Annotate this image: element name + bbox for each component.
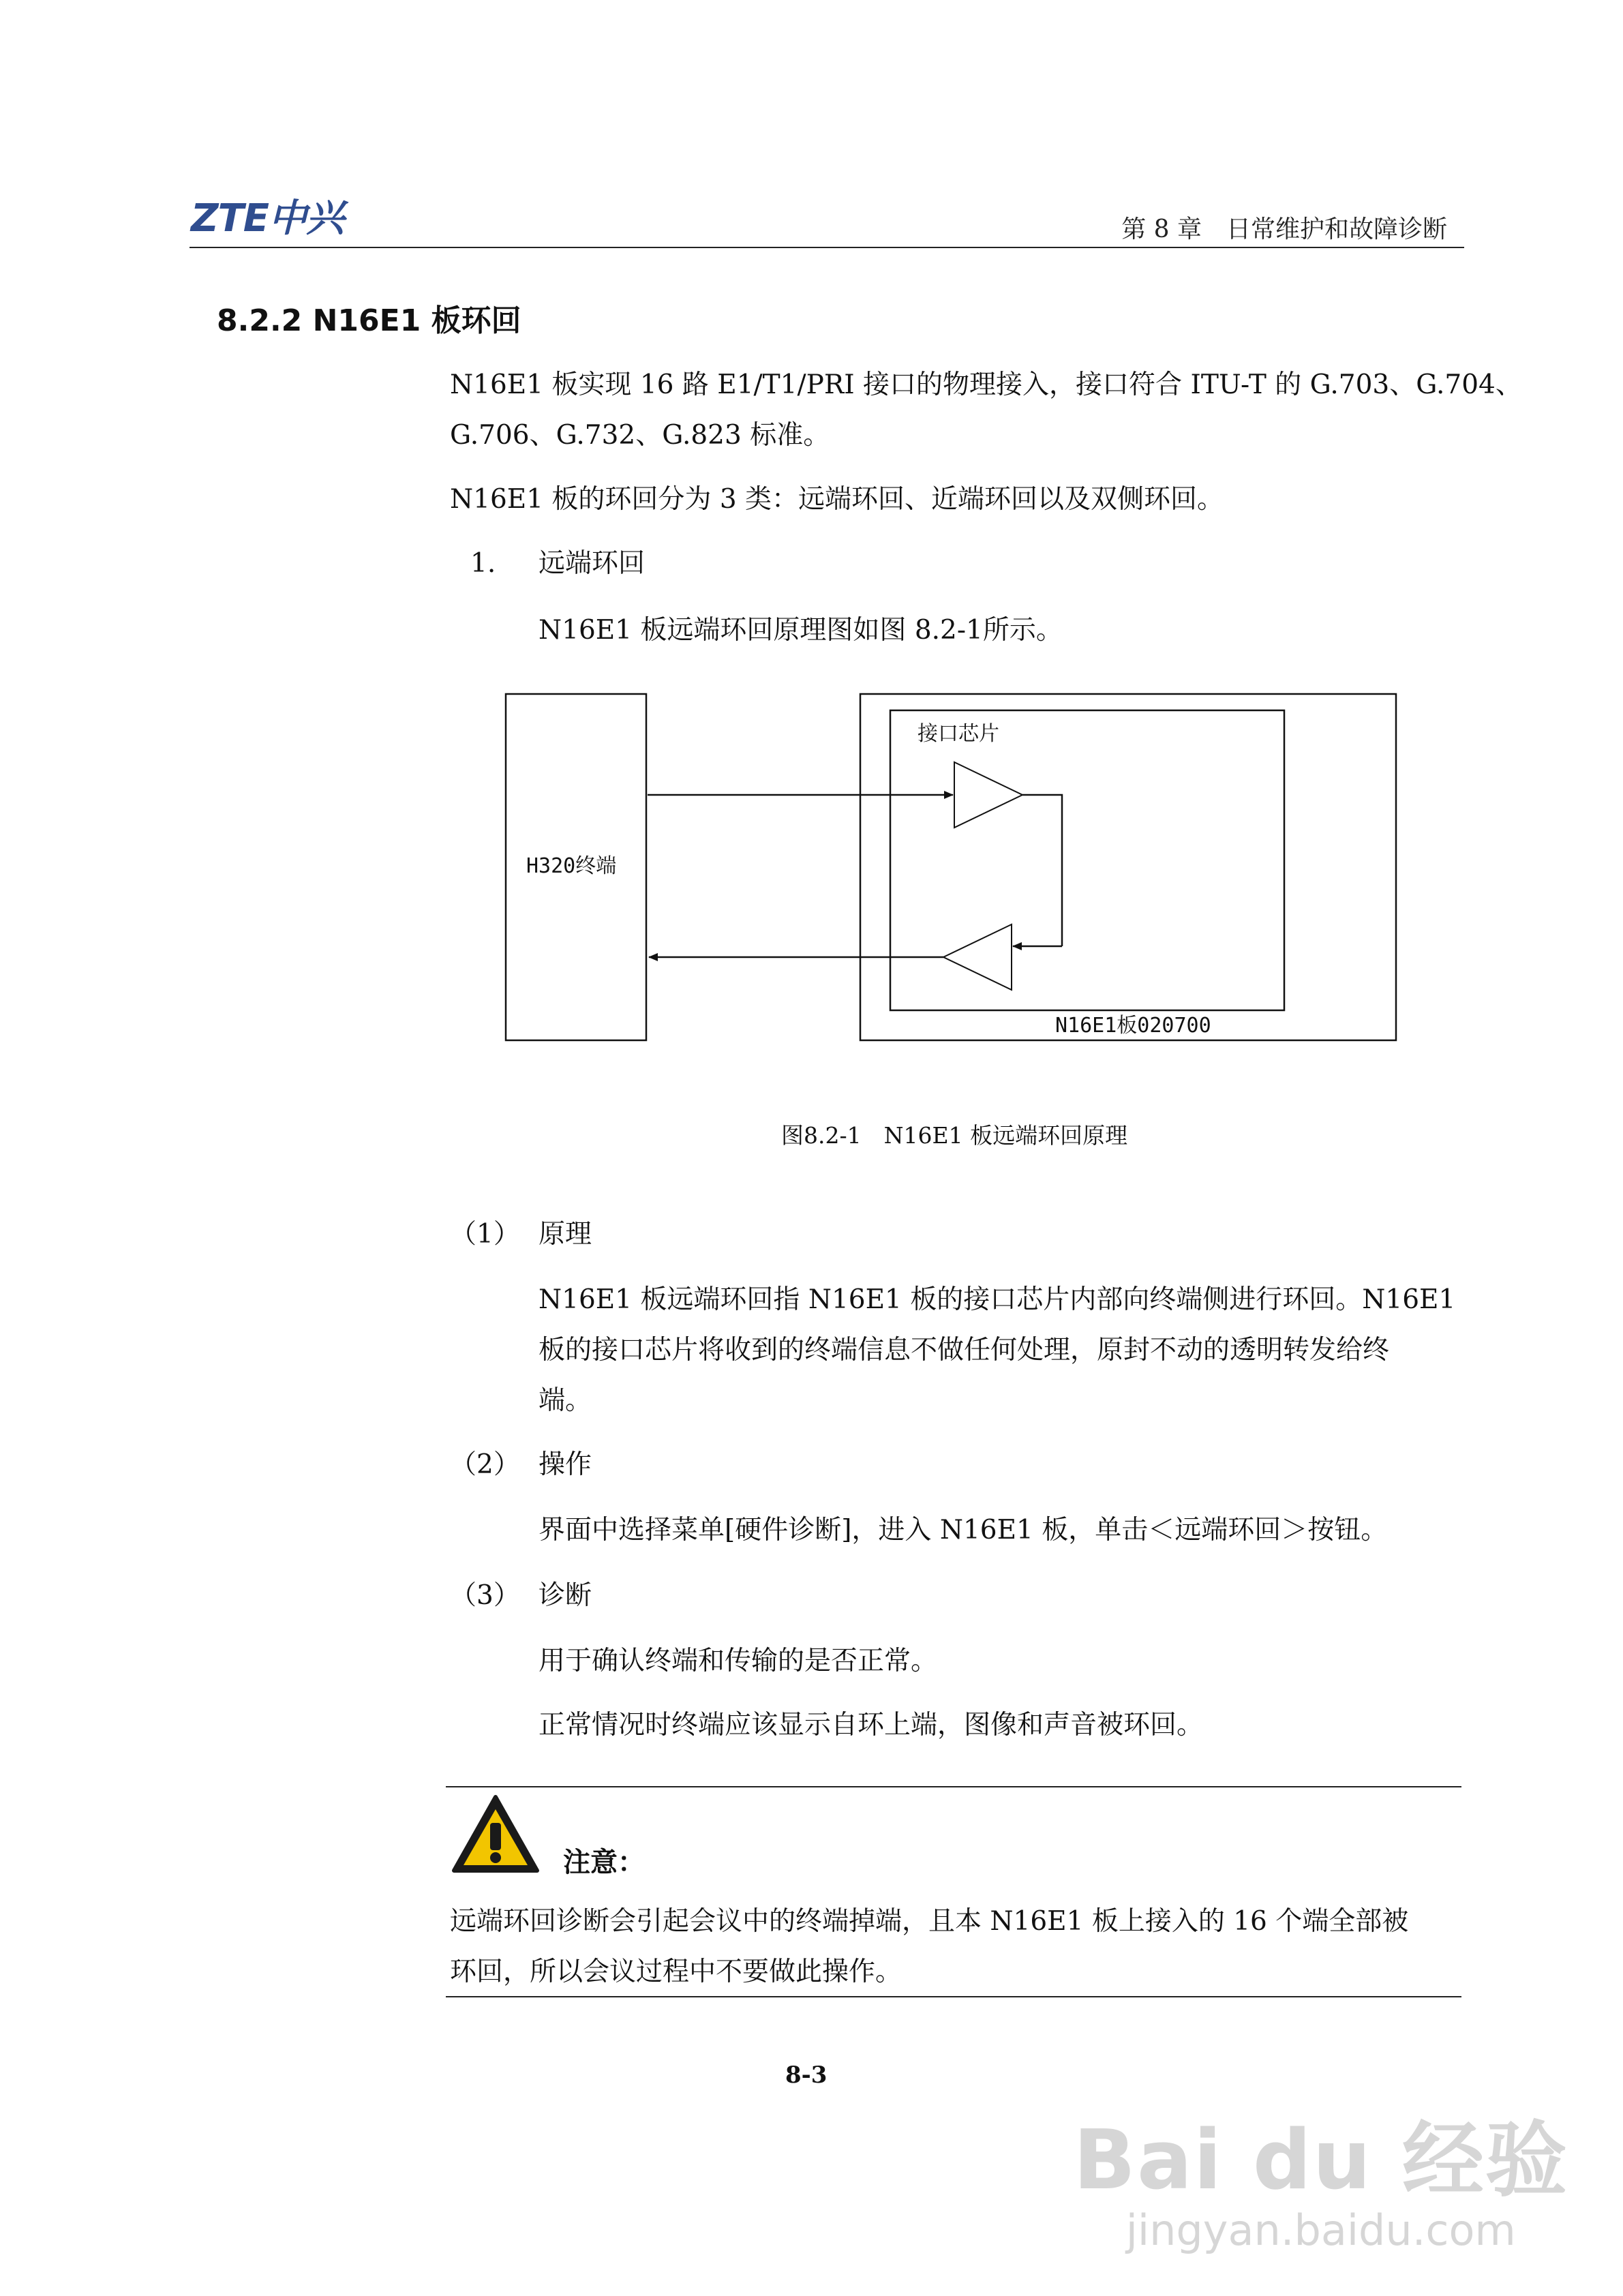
baidu-watermark	[1074, 2095, 1568, 2255]
zte-logo	[191, 195, 344, 241]
principle-line-1: N16E1 板远端环回指 N16E1 板的接口芯片内部向终端侧进行环回。N16E1	[539, 1284, 1456, 1315]
warning-line-2: 环回，所以会议过程中不要做此操作。	[450, 1957, 902, 1987]
diagnosis-line-2: 正常情况时终端应该显示自环上端，图像和声音被环回。	[539, 1710, 1204, 1740]
intro-line-2: G.706、G.732、G.823 标准。	[450, 420, 830, 451]
item-title: 远端环回	[539, 548, 646, 579]
principle-number: （1）	[450, 1219, 520, 1250]
loop-path	[1022, 795, 1062, 946]
warning-label: 注意：	[563, 1847, 645, 1878]
warning-bottom-rule	[446, 1996, 1461, 1997]
operation-title: 操作	[539, 1449, 592, 1480]
watermark-brand: Bai du 经验	[1073, 2113, 1568, 2208]
warning-line-1: 远端环回诊断会引起会议中的终端掉端，且本 N16E1 板上接入的 16 个端全部被	[450, 1906, 1409, 1937]
operation-number: （2）	[450, 1449, 520, 1480]
far-end-loopback-diagram	[504, 689, 1397, 1050]
figure-caption: 图8.2-1 N16E1 板远端环回原理	[781, 1122, 1128, 1149]
chip-label: 接口芯片	[917, 722, 999, 746]
principle-line-3: 端。	[539, 1385, 592, 1416]
section-title: 8.2.2 N16E1 板环回	[217, 303, 521, 338]
board-label: N16E1板020700	[1055, 1014, 1211, 1038]
header-divider	[189, 247, 1464, 248]
board-box	[860, 694, 1396, 1040]
upper-driver	[954, 762, 1022, 828]
chapter-heading: 第 8 章 日常维护和故障诊断	[1121, 215, 1447, 243]
item-number: 1.	[470, 548, 496, 579]
diagnosis-line-1: 用于确认终端和传输的是否正常。	[539, 1646, 938, 1676]
intro-paragraph-2: N16E1 板的环回分为 3 类：远端环回、近端环回以及双侧环回。	[450, 484, 1224, 515]
operation-text: 界面中选择菜单[硬件诊断]，进入 N16E1 板，单击＜远端环回＞按钮。	[539, 1515, 1388, 1545]
diagnosis-title: 诊断	[539, 1580, 592, 1611]
principle-line-2: 板的接口芯片将收到的终端信息不做任何处理，原封不动的透明转发给终	[539, 1335, 1390, 1365]
warning-top-rule	[446, 1786, 1461, 1787]
lower-driver	[943, 924, 1012, 990]
watermark-url: jingyan.baidu.com	[1125, 2205, 1516, 2255]
diagnosis-number: （3）	[450, 1580, 520, 1611]
warning-triangle-icon	[450, 1793, 541, 1875]
figure-reference: N16E1 板远端环回原理图如图 8.2-1所示。	[539, 615, 1063, 646]
logo-text: ZTE中兴	[191, 196, 344, 241]
page-number: 8-3	[785, 2061, 828, 2089]
principle-title: 原理	[539, 1219, 592, 1250]
chip-box	[890, 710, 1284, 1010]
intro-line-1: N16E1 板实现 16 路 E1/T1/PRI 接口的物理接入，接口符合 ITU-T 的 G.703、G.704、	[450, 369, 1522, 400]
terminal-label: H320终端	[526, 854, 617, 878]
